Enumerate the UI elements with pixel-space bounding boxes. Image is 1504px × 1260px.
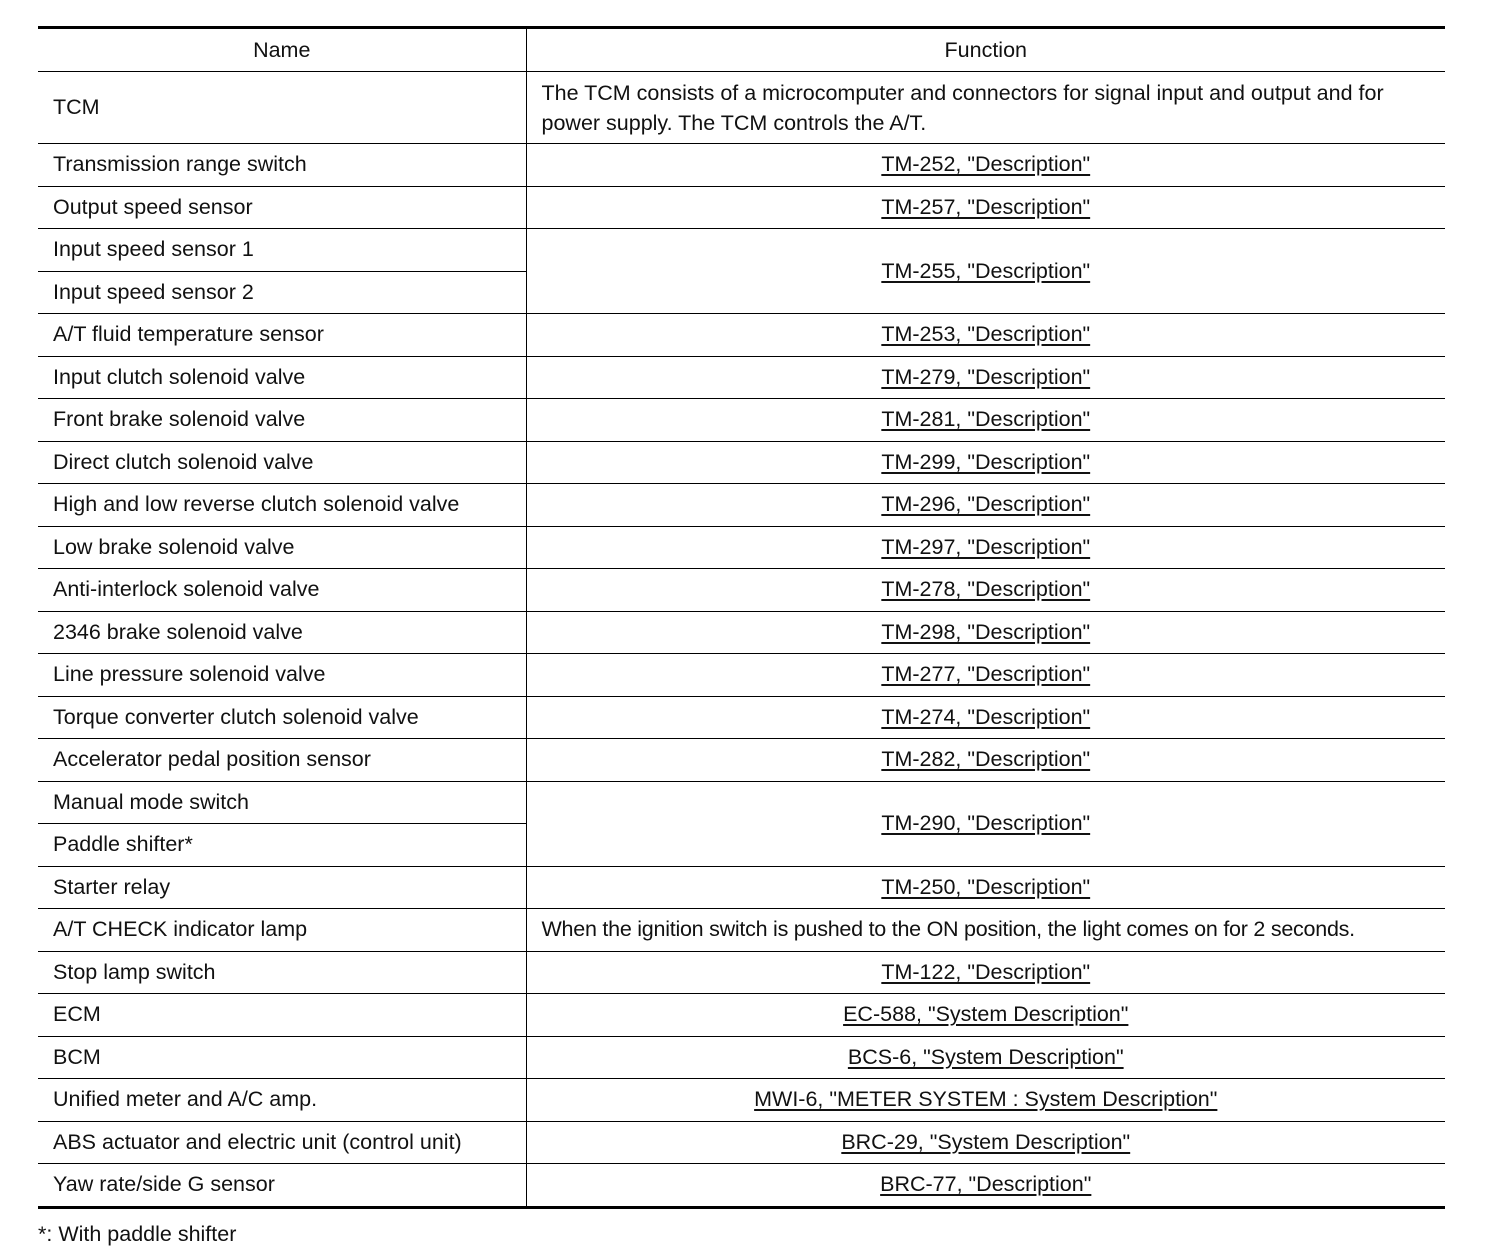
reference-link[interactable]: TM-297, "Description" [881, 534, 1091, 559]
row-function [526, 144, 1445, 187]
row-name: Low brake solenoid valve [38, 526, 526, 569]
row-function [526, 1079, 1445, 1122]
row-name: Stop lamp switch [38, 951, 526, 994]
reference-link[interactable]: TM-282, "Description" [881, 747, 1091, 772]
row-name: Input speed sensor 1 [38, 229, 526, 272]
reference-link[interactable]: TM-122, "Description" [881, 959, 1091, 984]
footnote: *: With paddle shifter [38, 1222, 237, 1246]
header-name: Name [38, 28, 526, 72]
table-row [38, 569, 1445, 612]
table-row [38, 994, 1445, 1037]
row-name: Line pressure solenoid valve [38, 654, 526, 697]
reference-link[interactable]: TM-281, "Description" [881, 407, 1091, 432]
row-function [526, 569, 1445, 612]
reference-link[interactable]: TM-250, "Description" [881, 874, 1091, 899]
row-name: Input clutch solenoid valve [38, 356, 526, 399]
row-name: Accelerator pedal position sensor [38, 739, 526, 782]
table-row [38, 356, 1445, 399]
reference-link[interactable]: BCS-6, "System Description" [847, 1044, 1124, 1069]
table-row [38, 781, 1445, 824]
component-function-table [38, 26, 1445, 1209]
row-function [526, 526, 1445, 569]
row-name: A/T CHECK indicator lamp [38, 909, 526, 952]
row-name: BCM [38, 1036, 526, 1079]
row-function [526, 1121, 1445, 1164]
row-name: High and low reverse clutch solenoid valve [38, 484, 526, 527]
table-row [38, 909, 1445, 952]
reference-link[interactable]: TM-296, "Description" [881, 492, 1091, 517]
row-function [526, 739, 1445, 782]
row-name-tcm: TCM [38, 72, 526, 144]
row-name: 2346 brake solenoid valve [38, 611, 526, 654]
row-name: ABS actuator and electric unit (control unit) [38, 1121, 526, 1164]
table-row [38, 229, 1445, 272]
reference-link[interactable]: TM-253, "Description" [881, 322, 1091, 347]
component-table-wrapper [38, 26, 1445, 1209]
reference-link[interactable]: TM-257, "Description" [881, 194, 1091, 219]
row-name: Anti-interlock solenoid valve [38, 569, 526, 612]
row-function [526, 399, 1445, 442]
table-row [38, 654, 1445, 697]
row-name: Direct clutch solenoid valve [38, 441, 526, 484]
reference-link[interactable]: MWI-6, "METER SYSTEM : System Description" [754, 1087, 1218, 1112]
reference-link[interactable]: TM-255, "Description" [881, 258, 1091, 283]
table-row [38, 696, 1445, 739]
table-row [38, 484, 1445, 527]
row-name: Starter relay [38, 866, 526, 909]
reference-link[interactable]: TM-277, "Description" [881, 662, 1091, 687]
row-function [526, 186, 1445, 229]
table-row [38, 526, 1445, 569]
row-name: Manual mode switch [38, 781, 526, 824]
row-function [526, 314, 1445, 357]
row-function [526, 866, 1445, 909]
row-name: Transmission range switch [38, 144, 526, 187]
reference-link[interactable]: TM-252, "Description" [881, 152, 1091, 177]
reference-link[interactable]: TM-290, "Description" [881, 811, 1091, 835]
row-function [526, 484, 1445, 527]
row-function [526, 441, 1445, 484]
row-function-merged [526, 781, 1445, 866]
reference-link[interactable]: TM-298, "Description" [881, 619, 1091, 644]
table-row [38, 951, 1445, 994]
row-function [526, 654, 1445, 697]
table-row [38, 1121, 1445, 1164]
table-row [38, 399, 1445, 442]
table-row [38, 1079, 1445, 1122]
row-name: Paddle shifter* [38, 824, 526, 867]
table-row [38, 1164, 1445, 1208]
table-row [38, 739, 1445, 782]
row-function-tcm: The TCM consists of a microcomputer and connectors for signal input and output and for power supply. The TCM controls the A/T. [526, 72, 1445, 144]
row-name: Front brake solenoid valve [38, 399, 526, 442]
table-row [38, 866, 1445, 909]
row-function [526, 696, 1445, 739]
reference-link[interactable]: TM-278, "Description" [881, 577, 1091, 602]
header-function: Function [526, 28, 1445, 72]
table-row [38, 72, 1445, 144]
table-row [38, 144, 1445, 187]
table-row [38, 1036, 1445, 1079]
row-function-indicator: When the ignition switch is pushed to the ON position, the light comes on for 2 seconds. [526, 909, 1445, 952]
table-header-row [38, 28, 1445, 72]
row-function [526, 356, 1445, 399]
row-function [526, 1036, 1445, 1079]
row-function [526, 1164, 1445, 1208]
row-name: A/T fluid temperature sensor [38, 314, 526, 357]
reference-link[interactable]: TM-279, "Description" [881, 364, 1091, 389]
row-function [526, 611, 1445, 654]
row-name: Unified meter and A/C amp. [38, 1079, 526, 1122]
table-row [38, 441, 1445, 484]
reference-link[interactable]: BRC-77, "Description" [880, 1172, 1092, 1197]
reference-link[interactable]: EC-588, "System Description" [843, 1002, 1129, 1027]
row-name: Input speed sensor 2 [38, 271, 526, 314]
table-row [38, 314, 1445, 357]
reference-link[interactable]: TM-274, "Description" [881, 704, 1091, 729]
reference-link[interactable]: BRC-29, "System Description" [841, 1129, 1131, 1154]
row-name: ECM [38, 994, 526, 1037]
row-name: Torque converter clutch solenoid valve [38, 696, 526, 739]
table-row [38, 611, 1445, 654]
table-row [38, 186, 1445, 229]
row-name: Yaw rate/side G sensor [38, 1164, 526, 1208]
reference-link[interactable]: TM-299, "Description" [881, 449, 1091, 474]
row-name: Output speed sensor [38, 186, 526, 229]
row-function [526, 994, 1445, 1037]
row-function [526, 951, 1445, 994]
row-function-merged [526, 229, 1445, 314]
